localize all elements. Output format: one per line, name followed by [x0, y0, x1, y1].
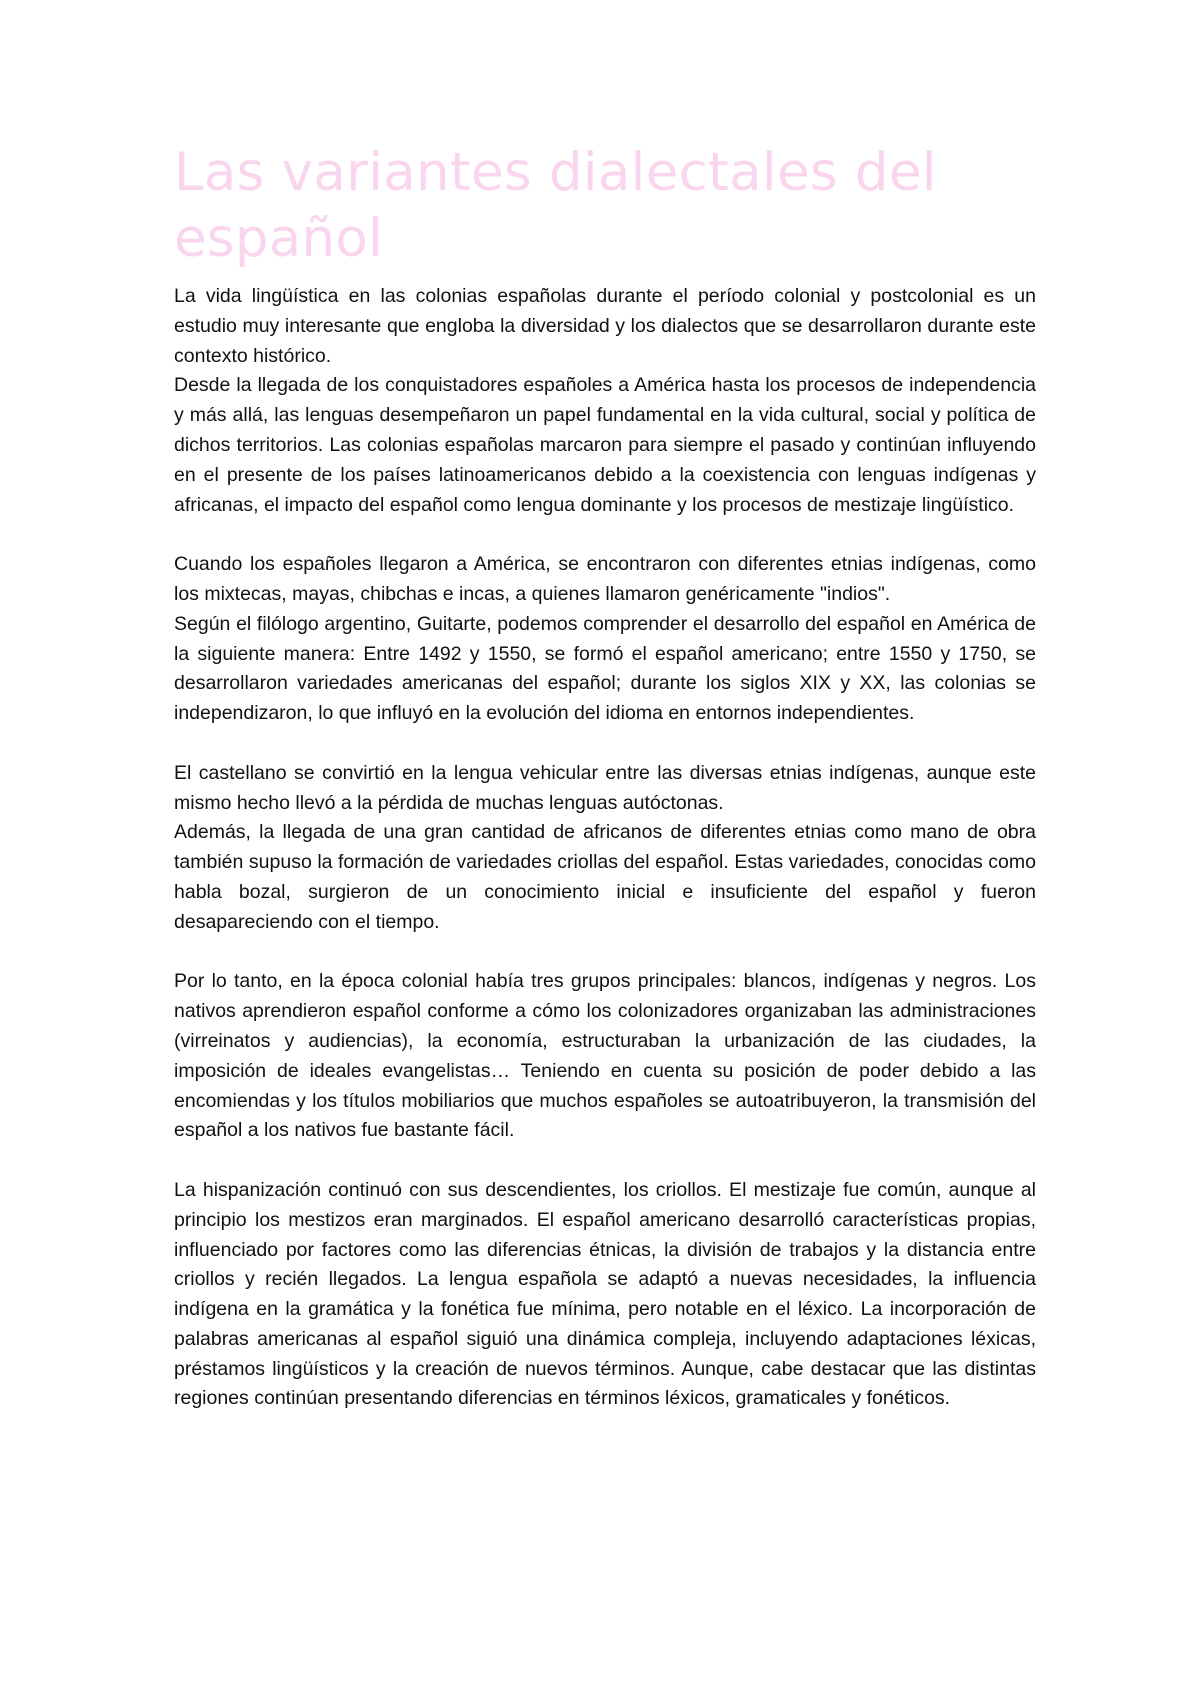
paragraph-spacer [174, 938, 1036, 968]
paragraph-4: Según el filólogo argentino, Guitarte, podemos comprender el desarrollo del español en América de la siguiente manera: Entre 1492 y 1550, se formó el español americano; entre 1550 y 1750, se desarrollaron variedades americanas del español; durante los siglos XIX y XX, las colonias se independizaron, lo que influyó en la evolución del idioma en entornos independientes. [174, 612, 1036, 725]
paragraph-6: Además, la llegada de una gran cantidad de africanos de diferentes etnias como mano de obra también supuso la formación de variedades criollas del español. Estas variedades, conocidas como habla bozal, surgieron de un conocimiento inicial e insuficiente del español y fueron desapareciendo con el tiempo. [174, 821, 1036, 933]
paragraph-7: Por lo tanto, en la época colonial había tres grupos principales: blancos, indígenas y negros. Los nativos aprendieron español conforme a cómo los colonizadores organizaban las administraciones (virreinatos y audiencias), la economía, estructuraban la urbanización de las ciudades, la imposición de ideales evangelistas… Teniendo en cuenta su posición de poder debido a las encomiendas y los títulos mobiliarios que muchos españoles se autoatribuyeron, la transmisión del español a los nativos fue bastante fácil. [174, 970, 1036, 1142]
paragraph-spacer [174, 520, 1036, 550]
paragraph-8: La hispanización continuó con sus descendientes, los criollos. El mestizaje fue común, aunque al principio los mestizos eran marginados. El español americano desarrolló características propias, influenciado por factores como las diferencias étnicas, la división de trabajos y la distancia entre criollos y recién llegados. La lengua española se adaptó a nuevas necesidades, la influencia indígena en la gramática y la fonética fue mínima, pero notable en el léxico. La incorporación de palabras americanas al español siguió una dinámica compleja, incluyendo adaptaciones léxicas, préstamos lingüísticos y la creación de nuevos términos. Aunque, cabe destacar que las distintas regiones continúan presentando diferencias en términos léxicos, gramaticales y fonéticos. [174, 1178, 1036, 1410]
paragraph-1: La vida lingüística en las colonias españolas durante el período colonial y postcolonial es un estudio muy interesante que engloba la diversidad y los dialectos que se desarrollaron durante este contexto histórico. [174, 285, 1036, 367]
paragraph-spacer [174, 729, 1036, 759]
paragraph-2: Desde la llegada de los conquistadores españoles a América hasta los procesos de independencia y más allá, las lenguas desempeñaron un papel fundamental en la vida cultural, social y política de dichos territorios. Las colonias españolas marcaron para siempre el pasado y continúan influyendo en el presente de los países latinoamericanos debido a la coexistencia con lenguas indígenas y africanas, el impacto del español como lengua dominante y los procesos de mestizaje lingüístico. [174, 374, 1036, 516]
paragraph-5: El castellano se convirtió en la lengua vehicular entre las diversas etnias indígenas, aunque este mismo hecho llevó a la pérdida de muchas lenguas autóctonas. [174, 761, 1036, 814]
document-page [174, 140, 1036, 1414]
document-title: Las variantes dialectales del español [174, 142, 937, 269]
paragraph-spacer [174, 1146, 1036, 1176]
paragraph-3: Cuando los españoles llegaron a América, se encontraron con diferentes etnias indígenas, como los mixtecas, mayas, chibchas e incas, a quienes llamaron genéricamente "indios". [174, 553, 1036, 605]
